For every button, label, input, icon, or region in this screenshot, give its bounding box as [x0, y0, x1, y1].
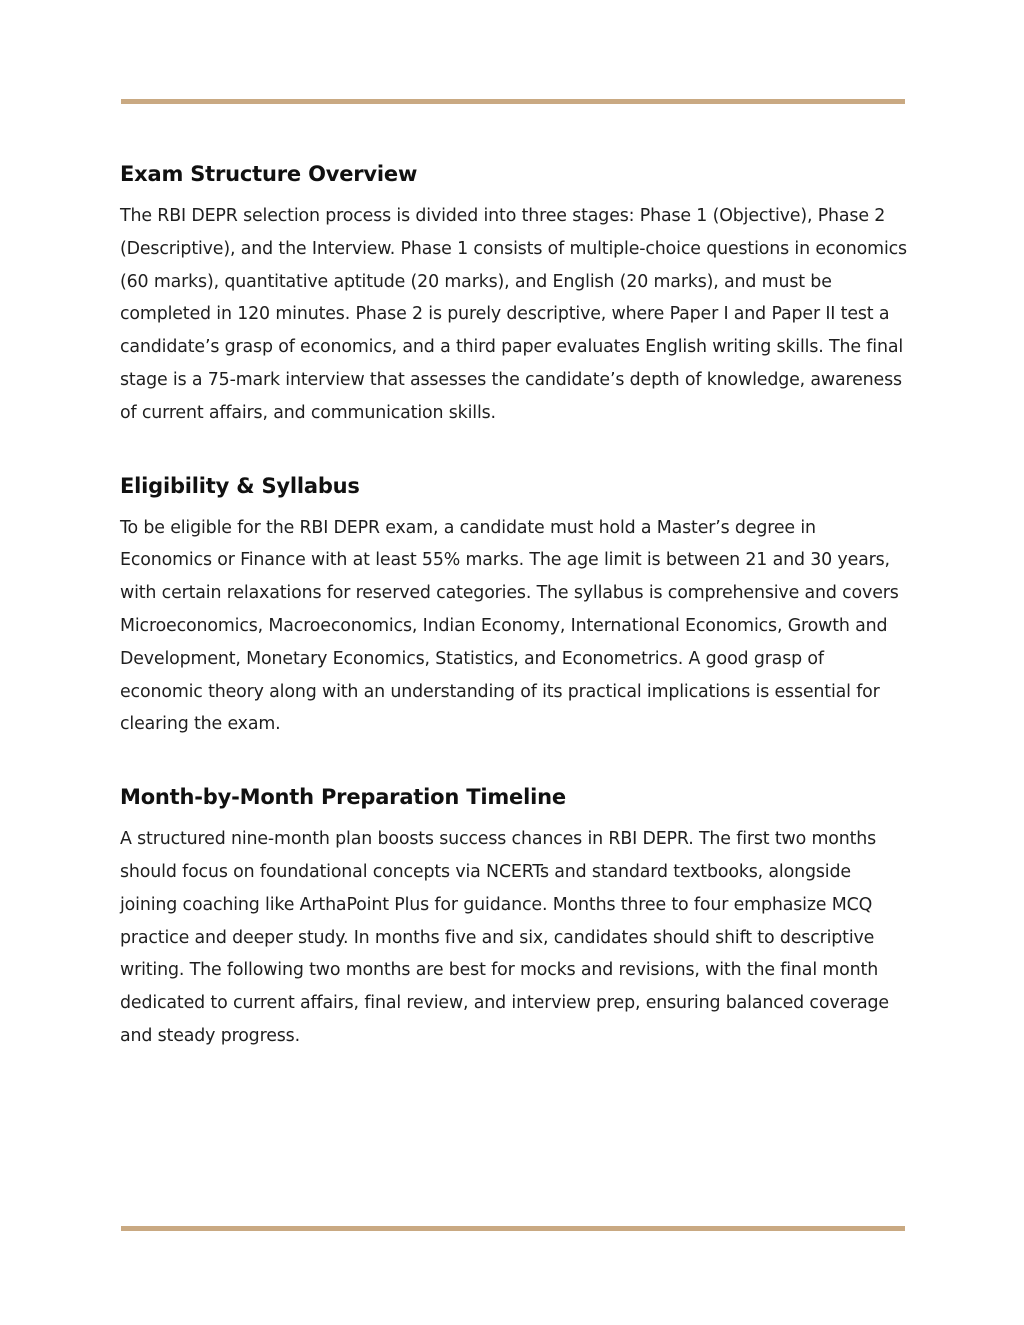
top-divider [121, 99, 905, 104]
section-paragraph: A structured nine-month plan boosts success chances in RBI DEPR. The first two months should focus on foundational concepts via NCERTs and standard textbooks, alongside joining coaching like ArthaPoint Plus for guidance. Months three to four emphasize MCQ practice and deeper study. In months five and six, candidates should shift to descriptive writing. The following two months are best for mocks and revisions, with the final month dedicated to current affairs, final review, and interview prep, ensuring balanced coverage and steady progress. [120, 829, 889, 1046]
section-paragraph: To be eligible for the RBI DEPR exam, a candidate must hold a Master’s degree in Economics or Finance with at least 55% marks. The age limit is between 21 and 30 years, with certain relaxations for reserved categories. The syllabus is comprehensive and covers Microeconomics, Macroeconomics, Indian Economy, International Economics, Growth and Development, Monetary Economics, Statistics, and Econometrics. A good grasp of economic theory along with an understanding of its practical implications is essential for clearing the exam. [120, 517, 899, 735]
section-eligibility-syllabus [120, 470, 910, 742]
section-heading: Exam Structure Overview [120, 162, 418, 186]
section-exam-structure [120, 158, 910, 430]
document-content [120, 158, 910, 1093]
section-paragraph: The RBI DEPR selection process is divided into three stages: Phase 1 (Objective), Phase 2 (Descriptive), and the Interview. Phase 1 consists of multiple-choice questions in economics (60 marks), quantitative aptitude (20 marks), and English (20 marks), and must be completed in 120 minutes. Phase 2 is purely descriptive, where Paper I and Paper II test a candidate’s grasp of economics, and a third paper evaluates English writing skills. The final stage is a 75-mark interview that assesses the candidate’s depth of knowledge, awareness of current affairs, and communication skills. [120, 206, 907, 423]
bottom-divider [121, 1226, 905, 1231]
section-heading: Eligibility & Syllabus [120, 473, 360, 498]
section-heading: Month-by-Month Preparation Timeline [120, 785, 566, 810]
section-preparation-timeline [120, 781, 910, 1053]
